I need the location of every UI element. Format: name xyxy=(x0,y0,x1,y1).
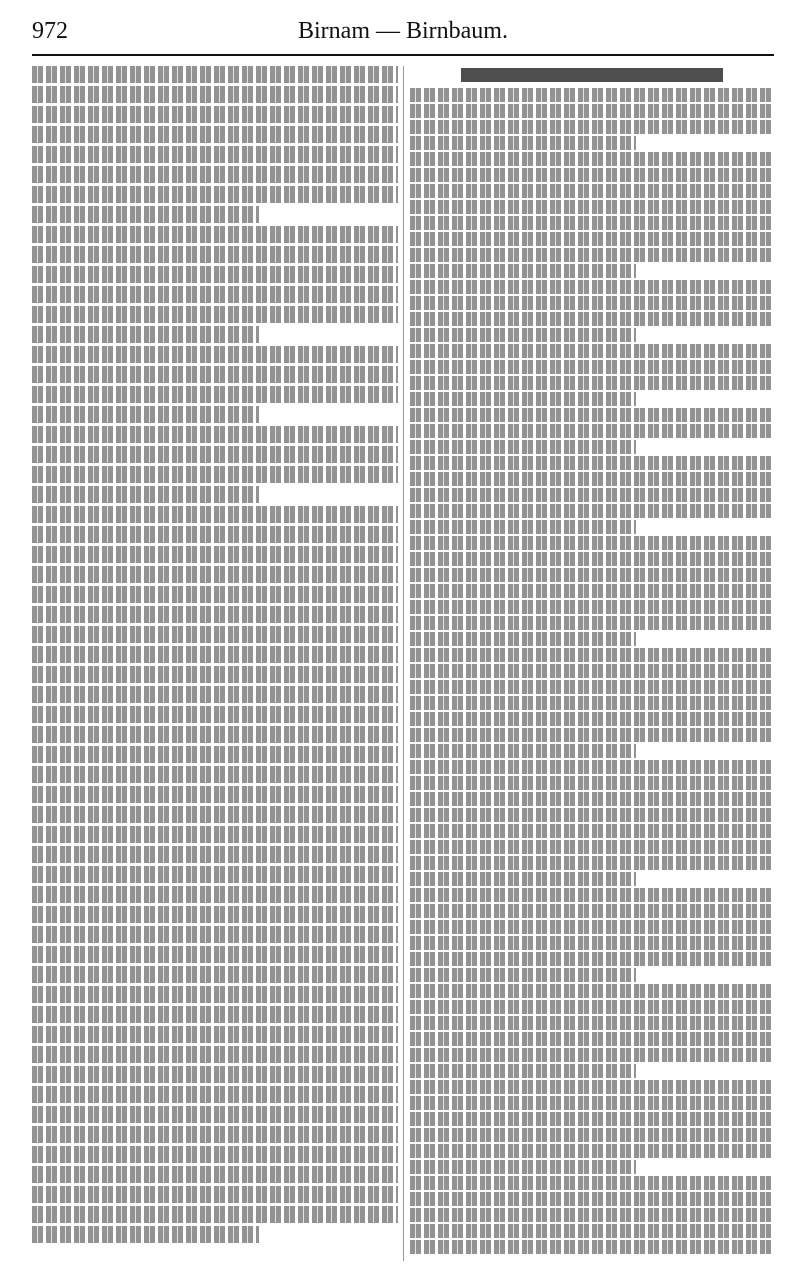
text-line xyxy=(410,664,774,678)
text-line xyxy=(410,1128,774,1142)
text-line xyxy=(32,806,398,823)
text-line xyxy=(410,216,774,230)
text-line xyxy=(32,146,398,163)
text-line xyxy=(410,328,636,342)
left-column-text xyxy=(32,66,398,1261)
text-line xyxy=(32,846,398,863)
text-line xyxy=(410,456,774,470)
text-line xyxy=(410,584,774,598)
text-line xyxy=(32,486,259,503)
text-line xyxy=(410,728,774,742)
text-line xyxy=(32,1146,398,1163)
text-line xyxy=(410,616,774,630)
text-line xyxy=(410,312,774,326)
text-line xyxy=(32,726,398,743)
text-line xyxy=(32,986,398,1003)
text-line xyxy=(410,88,774,102)
text-line xyxy=(410,280,774,294)
text-line xyxy=(410,232,774,246)
text-line xyxy=(410,440,636,454)
text-line xyxy=(32,586,398,603)
text-line xyxy=(410,696,774,710)
text-line xyxy=(410,984,774,998)
text-line xyxy=(32,1046,398,1063)
text-line xyxy=(410,1000,774,1014)
left-column-placeholder-lines xyxy=(32,66,398,1243)
text-line xyxy=(32,466,398,483)
text-line xyxy=(32,526,398,543)
text-line xyxy=(32,1126,398,1143)
text-line xyxy=(32,326,259,343)
text-line xyxy=(32,686,398,703)
text-line xyxy=(32,246,398,263)
text-line xyxy=(410,1016,774,1030)
text-line xyxy=(410,648,774,662)
text-line xyxy=(410,744,636,758)
text-line xyxy=(32,646,398,663)
text-line xyxy=(32,86,398,103)
text-line xyxy=(410,1080,774,1094)
text-line xyxy=(410,904,774,918)
text-line xyxy=(410,360,774,374)
text-line xyxy=(32,206,259,223)
text-line xyxy=(410,104,774,118)
text-line xyxy=(32,66,398,83)
text-line xyxy=(410,632,636,646)
text-line xyxy=(32,1006,398,1023)
text-line xyxy=(32,226,398,243)
text-line xyxy=(32,566,398,583)
text-line xyxy=(410,1096,774,1110)
text-line xyxy=(32,766,398,783)
text-line xyxy=(32,1186,398,1203)
text-line xyxy=(410,1064,636,1078)
text-line xyxy=(410,536,774,550)
text-line xyxy=(410,184,774,198)
text-line xyxy=(32,386,398,403)
text-line xyxy=(32,186,398,203)
text-line xyxy=(410,296,774,310)
text-line xyxy=(410,936,774,950)
text-line xyxy=(410,392,636,406)
right-column-placeholder-lines xyxy=(410,68,774,1254)
text-line xyxy=(32,406,259,423)
text-line xyxy=(32,1066,398,1083)
text-line xyxy=(410,968,636,982)
text-line xyxy=(32,166,398,183)
text-line xyxy=(32,706,398,723)
text-line xyxy=(32,366,398,383)
text-line xyxy=(410,680,774,694)
text-line xyxy=(32,906,398,923)
text-line xyxy=(410,152,774,166)
text-line xyxy=(32,626,398,643)
text-line xyxy=(410,952,774,966)
text-line xyxy=(32,926,398,943)
text-line xyxy=(410,1208,774,1222)
text-line xyxy=(410,760,774,774)
text-line xyxy=(410,808,774,822)
column-divider xyxy=(403,66,404,1261)
text-line xyxy=(32,1206,398,1223)
text-line xyxy=(410,568,774,582)
text-line xyxy=(32,546,398,563)
text-line xyxy=(410,424,774,438)
text-line xyxy=(410,1112,774,1126)
text-line xyxy=(32,266,398,283)
text-line xyxy=(32,886,398,903)
text-line xyxy=(32,426,398,443)
text-line xyxy=(32,1166,398,1183)
text-line xyxy=(410,824,774,838)
text-line xyxy=(410,1176,774,1190)
text-line xyxy=(410,520,636,534)
text-line xyxy=(461,68,723,82)
text-line xyxy=(410,840,774,854)
text-line xyxy=(32,346,398,363)
text-line xyxy=(410,200,774,214)
text-line xyxy=(32,1086,398,1103)
text-line xyxy=(32,126,398,143)
text-line xyxy=(410,120,774,134)
text-line xyxy=(32,106,398,123)
text-line xyxy=(410,472,774,486)
text-line xyxy=(410,776,774,790)
text-line xyxy=(32,826,398,843)
text-line xyxy=(32,1026,398,1043)
text-line xyxy=(32,286,398,303)
text-line xyxy=(32,746,398,763)
text-line xyxy=(32,606,398,623)
text-line xyxy=(32,1106,398,1123)
page-header xyxy=(32,14,774,56)
text-line xyxy=(32,786,398,803)
text-line xyxy=(410,168,774,182)
text-line xyxy=(410,792,774,806)
text-line xyxy=(410,1192,774,1206)
text-line xyxy=(410,248,774,262)
text-line xyxy=(32,506,398,523)
text-line xyxy=(410,1240,774,1254)
right-column-text xyxy=(410,66,774,1261)
text-line xyxy=(410,552,774,566)
text-line xyxy=(410,712,774,726)
text-line xyxy=(410,504,774,518)
text-line xyxy=(410,872,636,886)
text-line xyxy=(32,946,398,963)
text-line xyxy=(410,888,774,902)
text-line xyxy=(410,1032,774,1046)
text-line xyxy=(410,344,774,358)
text-line xyxy=(410,408,774,422)
text-line xyxy=(32,966,398,983)
text-line xyxy=(410,488,774,502)
text-line xyxy=(410,1224,774,1238)
running-head: Birnam — Birnbaum. xyxy=(298,18,508,44)
text-line xyxy=(410,920,774,934)
text-line xyxy=(410,1160,636,1174)
text-line xyxy=(32,306,398,323)
page-number: 972 xyxy=(32,18,68,44)
text-line xyxy=(410,264,636,278)
text-line xyxy=(32,1226,259,1243)
text-line xyxy=(410,376,774,390)
text-line xyxy=(32,666,398,683)
text-line xyxy=(410,856,774,870)
text-line xyxy=(410,600,774,614)
text-line xyxy=(32,866,398,883)
text-line xyxy=(32,446,398,463)
text-line xyxy=(410,1048,774,1062)
text-line xyxy=(410,136,636,150)
text-line xyxy=(410,1144,774,1158)
